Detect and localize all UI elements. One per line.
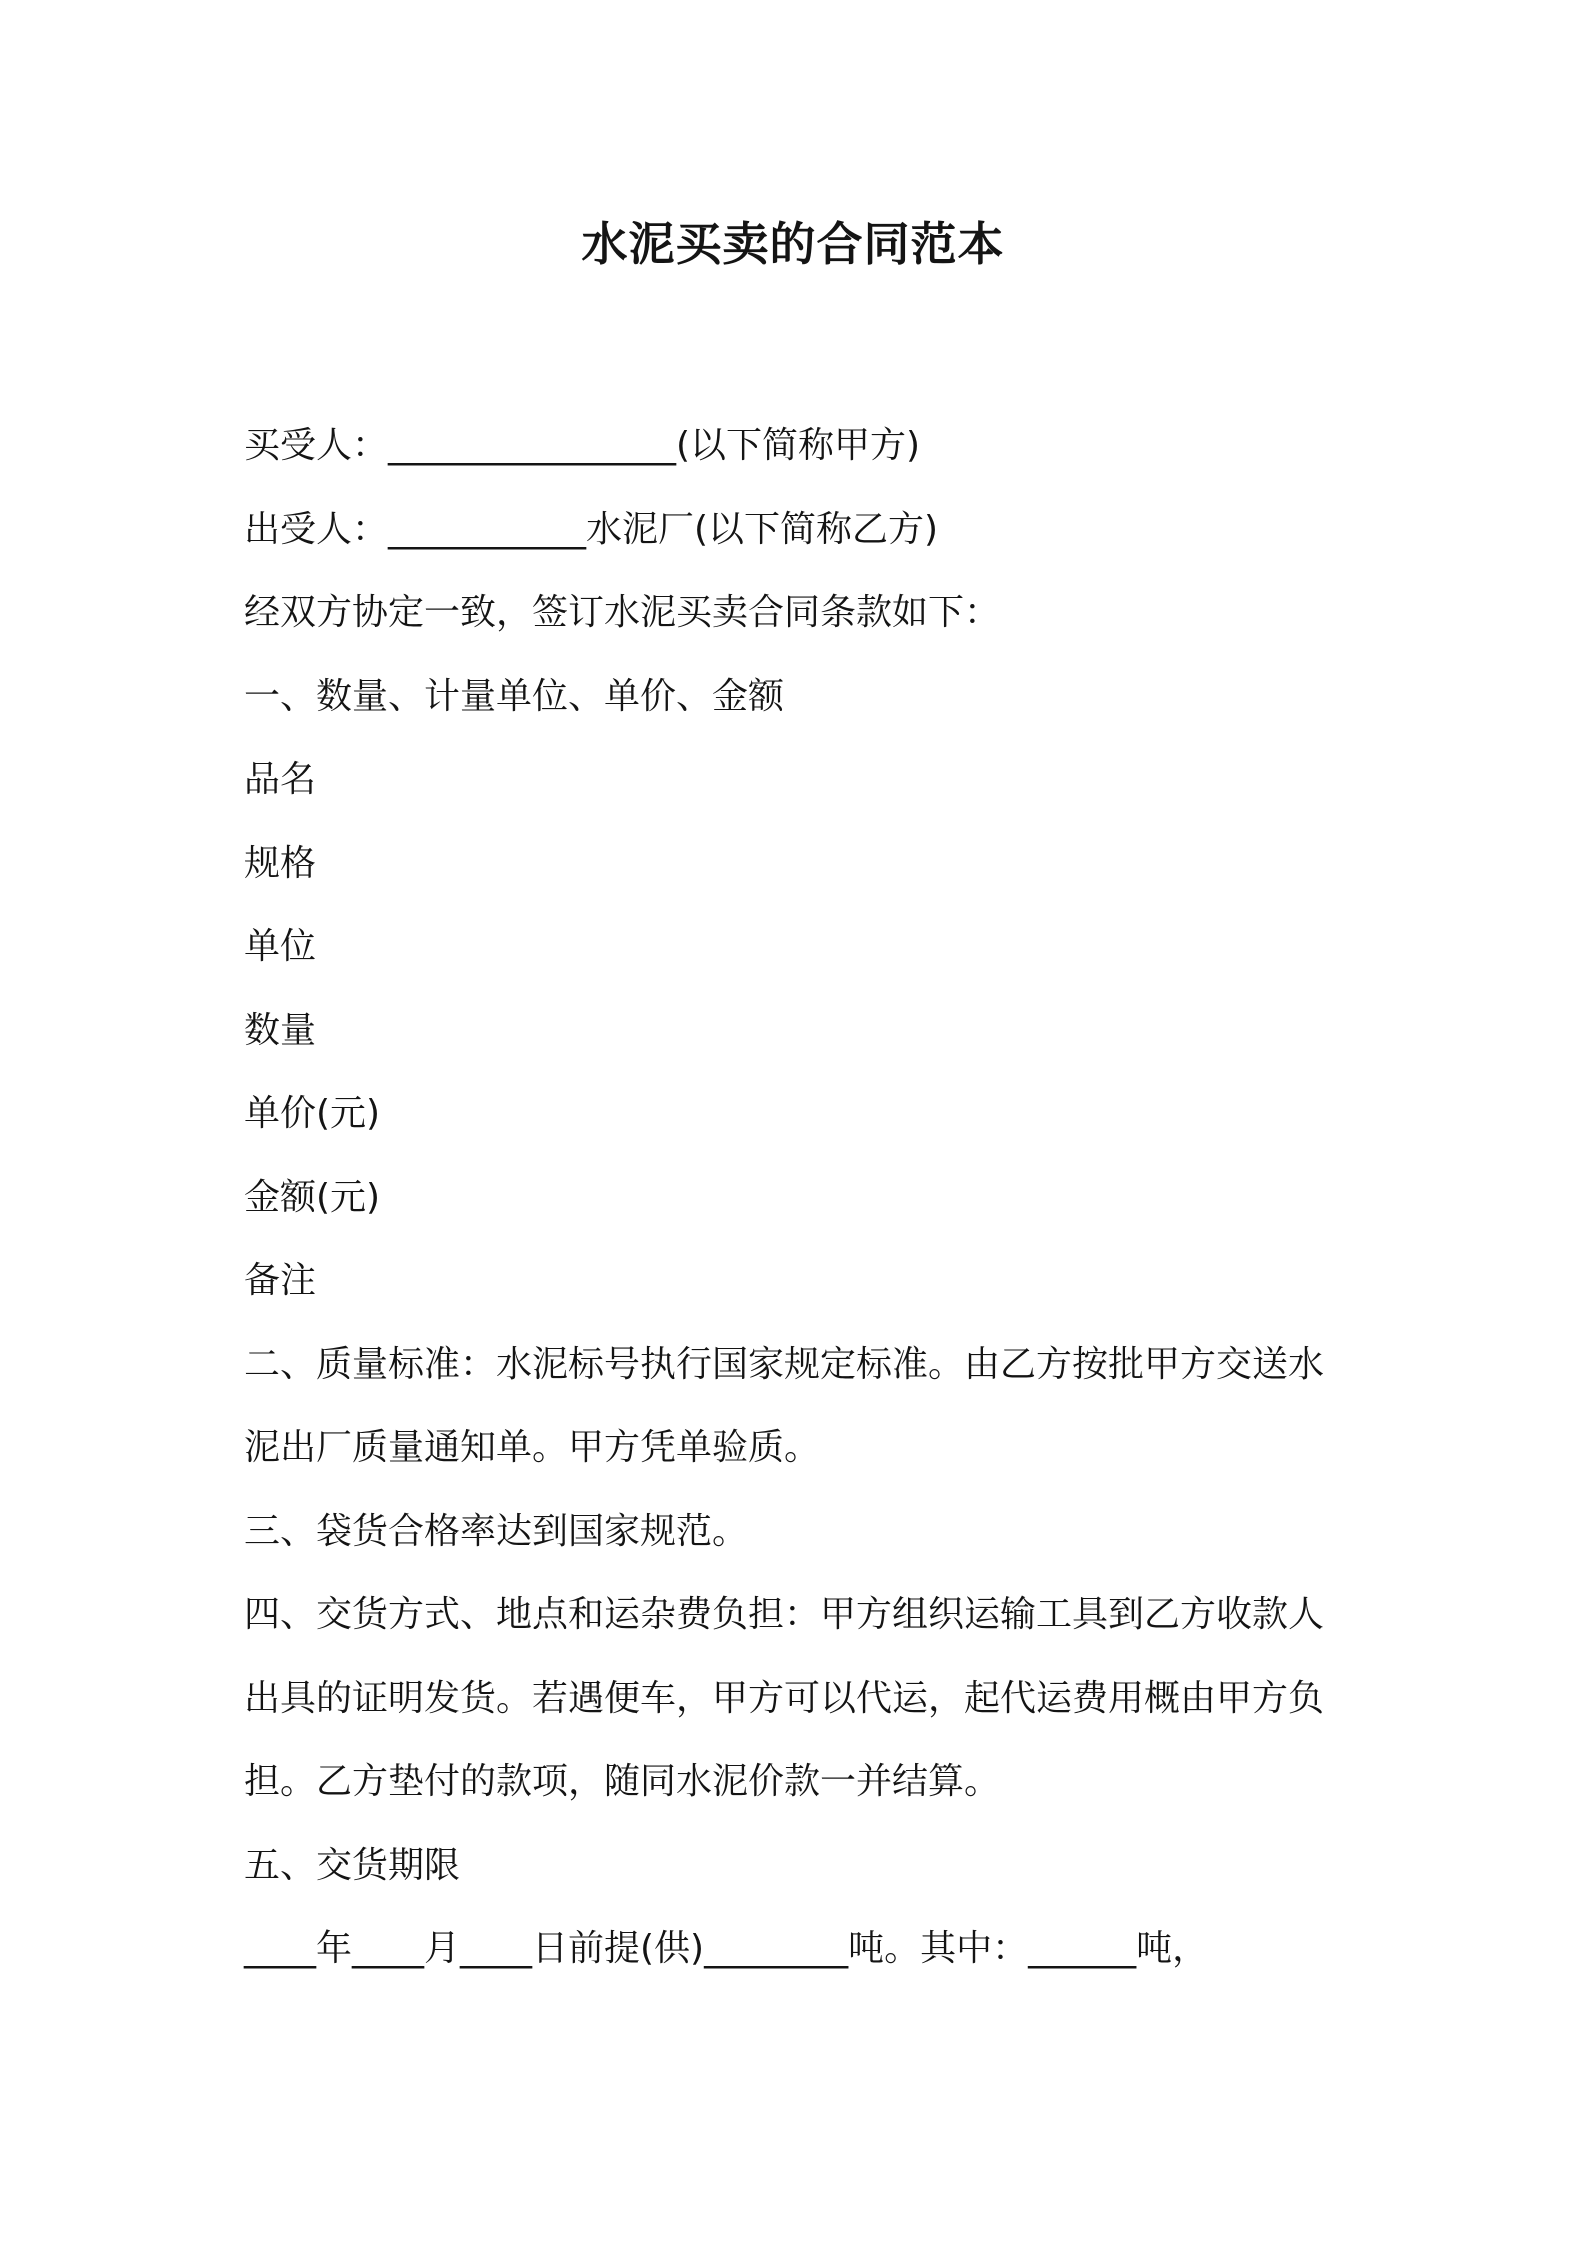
section-4-line-2: 出具的证明发货。若遇便车，甲方可以代运，起代运费用概由甲方负 bbox=[244, 1677, 1325, 1719]
field-product-name: 品名 bbox=[244, 759, 317, 800]
field-unit: 单位 bbox=[244, 926, 317, 967]
buyer-line: 买受人：________________(以下简称甲方) bbox=[244, 425, 921, 466]
field-unit-price: 单价(元) bbox=[244, 1093, 381, 1134]
section-2-line-1: 二、质量标准：水泥标号执行国家规定标准。由乙方按批甲方交送水 bbox=[244, 1343, 1325, 1385]
section-1-heading: 一、数量、计量单位、单价、金额 bbox=[244, 675, 785, 717]
field-quantity: 数量 bbox=[244, 1009, 317, 1051]
section-5-heading: 五、交货期限 bbox=[244, 1844, 461, 1886]
section-4-line-3: 担。乙方垫付的款项，随同水泥价款一并结算。 bbox=[244, 1761, 1001, 1802]
document-title: 水泥买卖的合同范本 bbox=[581, 217, 1005, 271]
delivery-date-line: ____年____月____日前提(供)________吨。其中：______吨， bbox=[244, 1928, 1209, 1969]
section-3-line: 三、袋货合格率达到国家规范。 bbox=[244, 1510, 749, 1552]
field-remarks: 备注 bbox=[244, 1260, 317, 1301]
seller-line: 出受人：___________水泥厂(以下简称乙方) bbox=[244, 508, 939, 550]
field-specification: 规格 bbox=[244, 842, 317, 884]
agreement-intro: 经双方协定一致，签订水泥买卖合同条款如下： bbox=[244, 592, 1001, 633]
field-amount: 金额(元) bbox=[244, 1176, 381, 1218]
document-body bbox=[244, 404, 1364, 1991]
section-2-line-2: 泥出厂质量通知单。甲方凭单验质。 bbox=[244, 1427, 821, 1468]
section-4-line-1: 四、交货方式、地点和运杂费负担：甲方组织运输工具到乙方收款人 bbox=[244, 1594, 1325, 1635]
